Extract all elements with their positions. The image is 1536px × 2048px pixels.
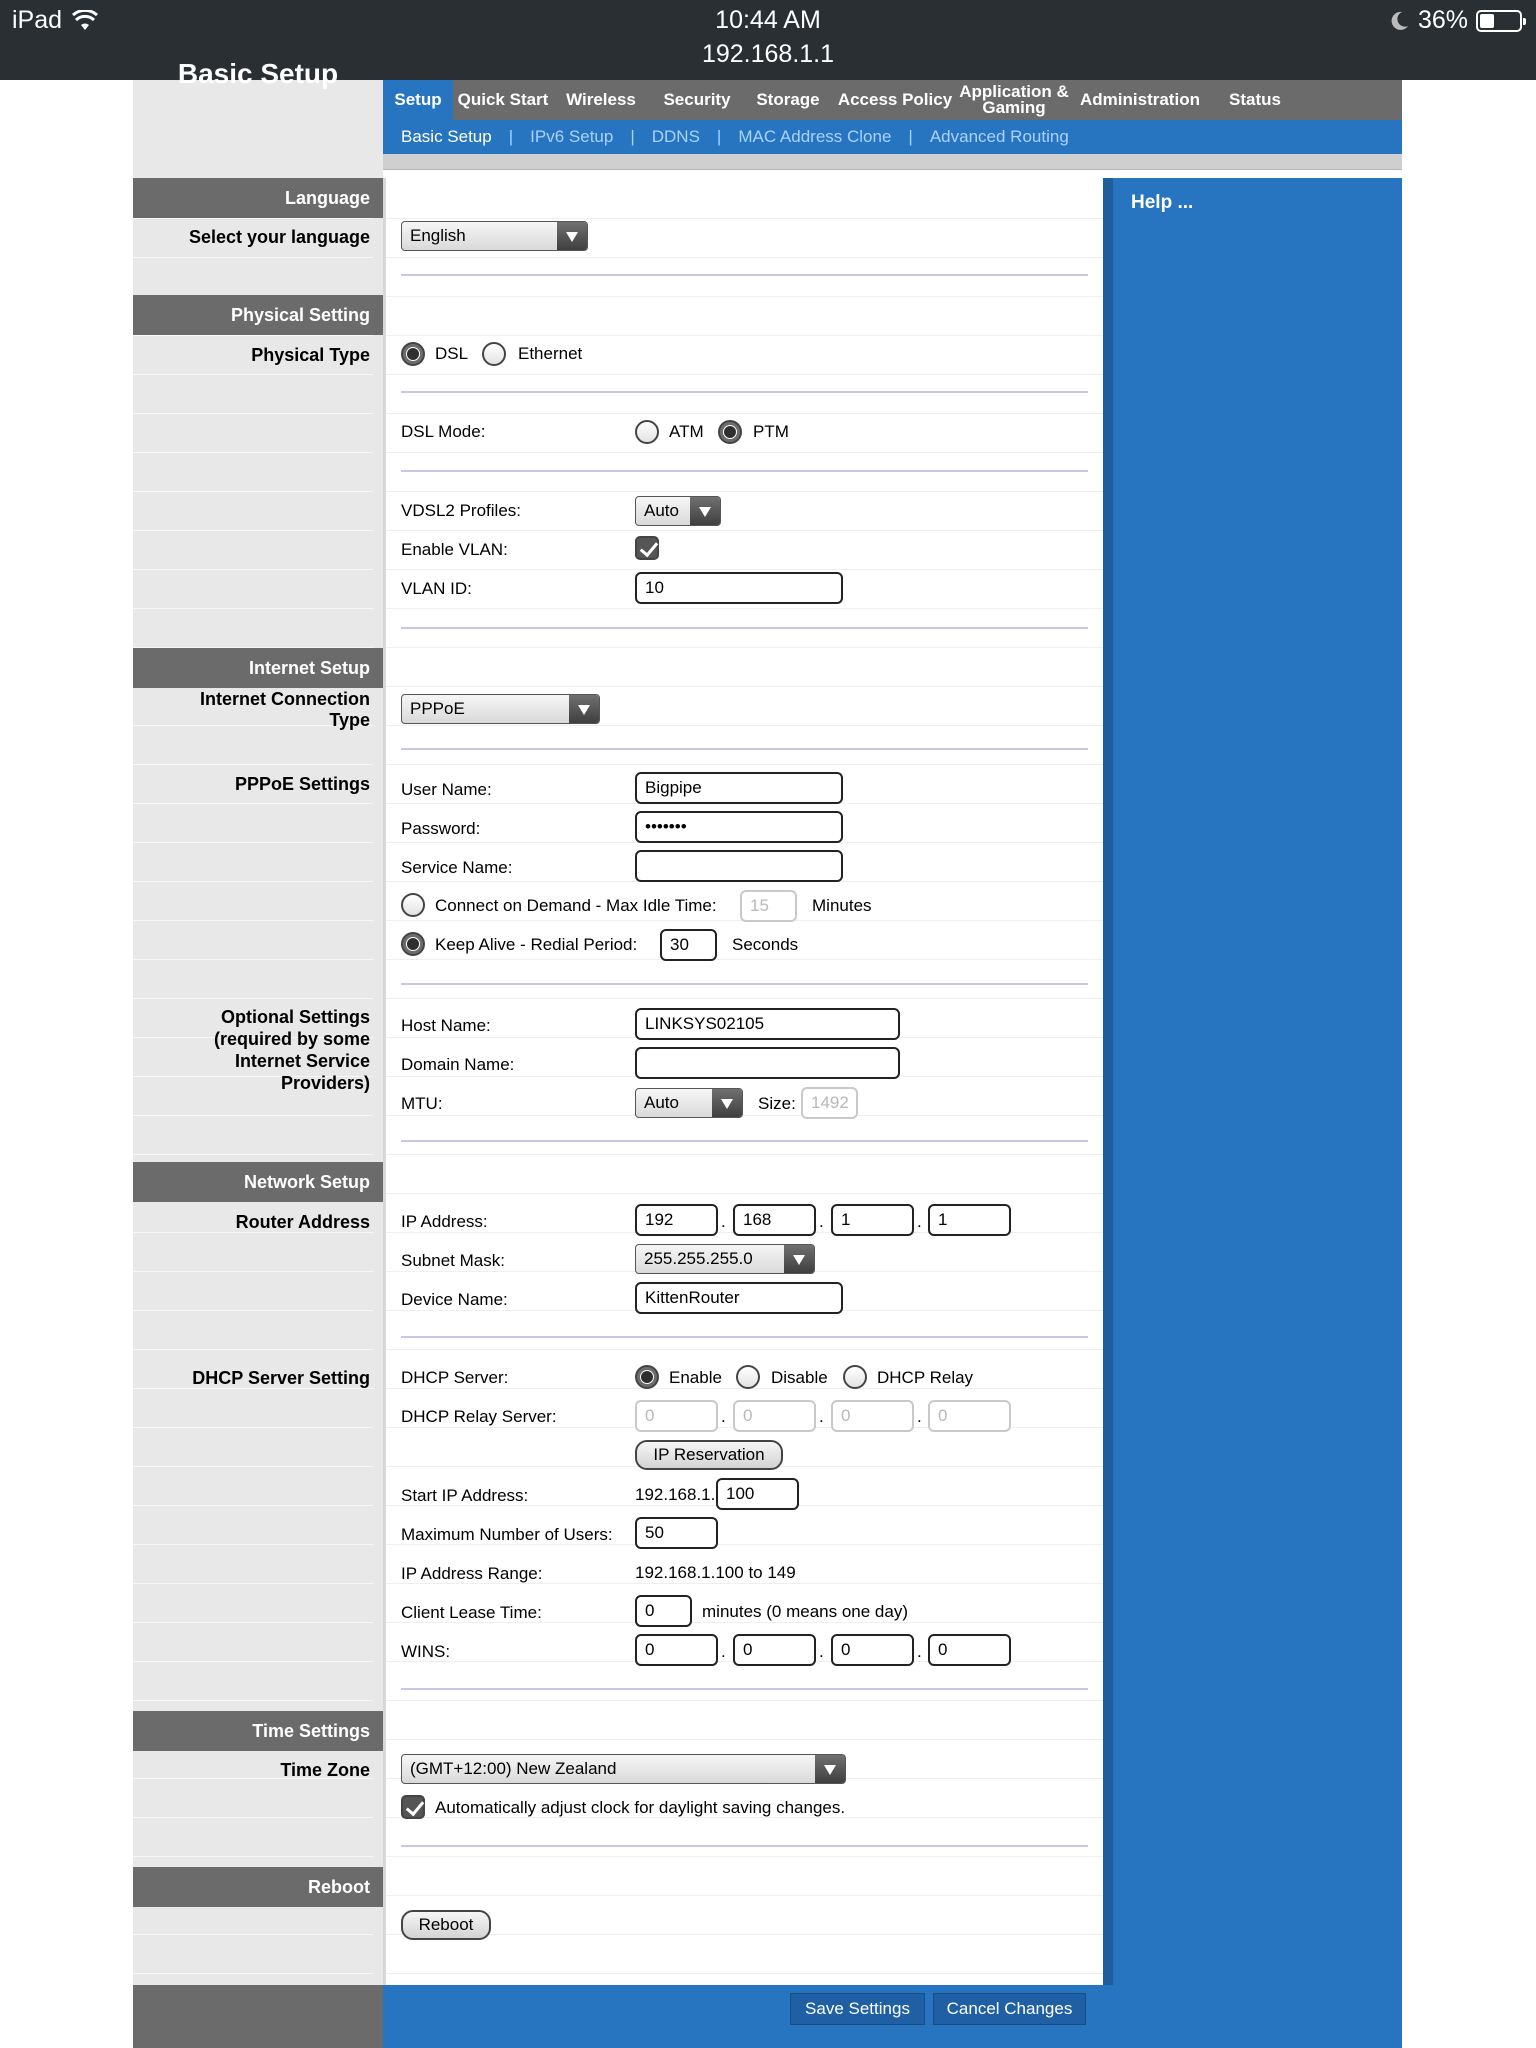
password-input[interactable]: •••••••: [635, 811, 843, 843]
host-name-label: Host Name:: [401, 1016, 491, 1035]
conn-type-label-1: Internet Connection: [200, 689, 370, 709]
radio-atm[interactable]: [635, 420, 659, 444]
radio-dsl[interactable]: [401, 342, 425, 366]
radio-connect-on-demand[interactable]: [401, 893, 425, 917]
optional-settings-line-3: Internet Service: [234, 1051, 370, 1071]
row-separator: [133, 842, 373, 843]
subnav-mac-clone[interactable]: MAC Address Clone: [738, 127, 892, 146]
vdsl-label: VDSL2 Profiles:: [401, 501, 521, 520]
subnet-value: 255.255.255.0: [644, 1249, 753, 1268]
chevron-down-icon: [557, 222, 587, 250]
help-link[interactable]: Help ...: [1131, 192, 1194, 213]
row-separator: [386, 647, 1103, 648]
sub-nav: [383, 120, 1402, 154]
row-separator: [133, 218, 373, 219]
ip-dot: .: [721, 1212, 726, 1231]
keep-alive-label: Keep Alive - Redial Period:: [435, 935, 638, 954]
row-separator: [386, 335, 1103, 336]
ethernet-label: Ethernet: [518, 344, 583, 363]
row-separator: [386, 530, 1103, 531]
row-separator: [386, 764, 1103, 765]
row-separator: [133, 257, 373, 258]
row-separator: [386, 413, 1103, 414]
row-separator: [133, 1466, 373, 1467]
vlan-id-input[interactable]: 10: [635, 572, 843, 604]
status-right: [1390, 6, 1522, 35]
username-input[interactable]: Bigpipe: [635, 772, 843, 804]
lease-time-note: minutes (0 means one day): [702, 1602, 908, 1621]
lease-time-label: Client Lease Time:: [401, 1603, 542, 1622]
tab-application-gaming[interactable]: Application & Gaming: [959, 82, 1069, 117]
row-separator: [386, 491, 1103, 492]
subnav-advanced-routing[interactable]: Advanced Routing: [929, 127, 1069, 146]
ip-octet-4[interactable]: 1: [928, 1204, 1011, 1236]
row-separator: [386, 1739, 1103, 1740]
battery-icon: [1476, 10, 1522, 32]
start-ip-prefix: 192.168.1.: [635, 1485, 716, 1504]
vdsl-value: Auto: [644, 501, 679, 520]
ip-range-label: IP Address Range:: [401, 1564, 543, 1583]
dhcp-enable-label: Enable: [669, 1368, 722, 1387]
chevron-down-icon: [569, 695, 599, 723]
wins-octet-4[interactable]: 0: [928, 1634, 1011, 1666]
row-separator: [386, 608, 1103, 609]
seconds-label: Seconds: [732, 935, 799, 954]
start-ip-input[interactable]: 100: [716, 1478, 799, 1510]
relay-octet-3[interactable]: 0: [831, 1400, 914, 1432]
radio-ptm[interactable]: [718, 420, 742, 444]
chevron-down-icon: [712, 1089, 742, 1117]
tab-security[interactable]: Security: [663, 90, 731, 109]
chevron-down-icon: [815, 1755, 845, 1783]
subnav-separator: |: [908, 127, 913, 146]
mtu-select[interactable]: [635, 1088, 743, 1118]
section-reboot: Reboot: [133, 1867, 383, 1907]
section-time: Time Settings: [133, 1711, 383, 1751]
atm-label: ATM: [669, 422, 704, 441]
row-separator: [386, 218, 1103, 219]
ip-octet-3[interactable]: 1: [831, 1204, 914, 1236]
row-separator: [386, 1154, 1103, 1155]
row-separator: [133, 1934, 373, 1935]
connect-on-demand-label: Connect on Demand - Max Idle Time:: [435, 896, 717, 915]
pppoe-settings-label: PPPoE Settings: [234, 774, 370, 794]
max-users-label: Maximum Number of Users:: [401, 1525, 613, 1544]
lease-time-input[interactable]: 0: [635, 1595, 692, 1627]
time-zone-label: Time Zone: [280, 1760, 370, 1780]
ip-dot: .: [819, 1642, 824, 1661]
ip-reservation-button[interactable]: IP Reservation: [635, 1440, 783, 1470]
row-separator: [386, 959, 1103, 960]
ip-address-label: IP Address:: [401, 1212, 488, 1231]
row-separator: [133, 803, 373, 804]
row-separator: [386, 257, 1103, 258]
subnav-separator: |: [630, 127, 635, 146]
physical-type-label: Physical Type: [251, 345, 370, 365]
device-name-label: Device Name:: [401, 1290, 508, 1309]
relay-server-label: DHCP Relay Server:: [401, 1407, 557, 1426]
radio-keep-alive[interactable]: [401, 932, 425, 956]
divider: [401, 391, 1088, 393]
page-title: Basic Setup: [177, 58, 339, 89]
service-name-label: Service Name:: [401, 858, 513, 877]
ip-dot: .: [721, 1642, 726, 1661]
ip-octet-2[interactable]: 168: [733, 1204, 816, 1236]
language-label: Select your language: [188, 227, 370, 247]
time-zone-select[interactable]: [401, 1754, 846, 1784]
domain-name-label: Domain Name:: [401, 1055, 515, 1074]
wins-octet-1[interactable]: 0: [635, 1634, 718, 1666]
help-panel: [1103, 178, 1402, 1985]
row-separator: [133, 1544, 373, 1545]
row-separator: [133, 413, 373, 414]
relay-octet-1[interactable]: 0: [635, 1400, 718, 1432]
redial-period-input[interactable]: 30: [660, 929, 717, 961]
subnav-basic-setup[interactable]: Basic Setup: [401, 127, 492, 146]
section-language: Language: [133, 178, 383, 218]
subnav-separator: |: [716, 127, 722, 146]
row-separator: [133, 1973, 373, 1974]
battery-percent: 36%: [1417, 6, 1468, 34]
vdsl-profile-select[interactable]: [635, 496, 721, 526]
divider: [401, 1688, 1088, 1690]
footer-left: [133, 1985, 383, 2048]
top-nav: [383, 80, 1402, 120]
save-settings-button[interactable]: Save Settings: [790, 1993, 925, 2025]
row-separator: [386, 374, 1103, 375]
row-separator: [133, 491, 373, 492]
address-bar[interactable]: 192.168.1.1: [701, 40, 835, 68]
cancel-changes-button[interactable]: Cancel Changes: [933, 1993, 1086, 2025]
relay-octet-4[interactable]: 0: [928, 1400, 1011, 1432]
row-separator: [133, 1856, 373, 1857]
row-separator: [386, 998, 1103, 999]
row-separator: [133, 1622, 373, 1623]
row-separator: [386, 1349, 1103, 1350]
start-ip-label: Start IP Address:: [401, 1486, 529, 1505]
row-separator: [133, 998, 373, 999]
mtu-size-label: Size:: [758, 1094, 796, 1113]
ip-octet-1[interactable]: 192: [635, 1204, 718, 1236]
clock: 10:44 AM: [715, 6, 821, 34]
router-address-label: Router Address: [235, 1212, 370, 1232]
divider: [401, 983, 1088, 985]
tab-quick-start[interactable]: Quick Start: [457, 90, 549, 109]
subnet-mask-select[interactable]: [635, 1244, 815, 1274]
mtu-value: Auto: [644, 1093, 679, 1112]
radio-ethernet[interactable]: [482, 342, 506, 366]
ptm-label: PTM: [753, 422, 789, 441]
username-label: User Name:: [401, 780, 492, 799]
row-separator: [133, 608, 373, 609]
password-label: Password:: [401, 819, 481, 838]
divider: [401, 1140, 1088, 1142]
section-physical: Physical Setting: [133, 295, 383, 335]
row-separator: [386, 1700, 1103, 1701]
connection-type-value: PPPoE: [410, 699, 465, 718]
row-separator: [386, 686, 1103, 687]
tab-setup[interactable]: Setup: [383, 80, 453, 120]
max-idle-input[interactable]: 15: [740, 890, 797, 922]
row-separator: [133, 1310, 373, 1311]
dst-label: Automatically adjust clock for daylight saving changes.: [435, 1798, 846, 1817]
row-separator: [386, 452, 1103, 453]
ip-range-value: 192.168.1.100 to 149: [635, 1563, 796, 1582]
section-internet: Internet Setup: [133, 648, 383, 688]
dsl-label: DSL: [435, 344, 469, 363]
max-users-input[interactable]: 50: [635, 1517, 718, 1549]
row-separator: [133, 530, 373, 531]
nav-strip: [383, 154, 1402, 170]
row-separator: [133, 1505, 373, 1506]
moon-icon: [1390, 10, 1410, 32]
mtu-size-input[interactable]: 1492: [801, 1087, 858, 1119]
row-separator: [386, 1115, 1103, 1116]
ip-dot: .: [819, 1407, 824, 1426]
service-name-input[interactable]: [635, 850, 843, 882]
minutes-label: Minutes: [812, 896, 872, 915]
row-separator: [133, 1115, 373, 1116]
row-separator: [133, 881, 373, 882]
mtu-label: MTU:: [401, 1094, 443, 1113]
subnav-ipv6-setup[interactable]: IPv6 Setup: [530, 127, 614, 146]
ip-dot: .: [917, 1212, 922, 1231]
dhcp-server-setting-label: DHCP Server Setting: [192, 1368, 370, 1388]
row-separator: [386, 725, 1103, 726]
tab-administration[interactable]: Administration: [1080, 90, 1200, 109]
ip-dot: .: [721, 1407, 726, 1426]
row-separator: [133, 959, 373, 960]
row-separator: [133, 1271, 373, 1272]
row-separator: [133, 1583, 373, 1584]
radio-dhcp-disable[interactable]: [736, 1365, 760, 1389]
row-separator: [133, 764, 373, 765]
ip-dot: .: [819, 1212, 824, 1231]
wins-label: WINS:: [401, 1642, 451, 1661]
language-value: English: [410, 226, 466, 245]
relay-octet-2[interactable]: 0: [733, 1400, 816, 1432]
row-separator: [386, 1973, 1103, 1974]
row-separator: [133, 335, 373, 336]
row-separator: [133, 1817, 373, 1818]
optional-settings-line-1: Optional Settings: [220, 1007, 370, 1027]
optional-settings-line-2: (required by some: [213, 1029, 370, 1049]
divider: [401, 1845, 1088, 1847]
row-separator: [386, 1193, 1103, 1194]
row-separator: [133, 569, 373, 570]
divider: [401, 627, 1088, 629]
radio-dhcp-relay[interactable]: [843, 1365, 867, 1389]
subnav-separator: |: [508, 127, 514, 146]
row-separator: [386, 1934, 1103, 1935]
optional-settings-line-4: Providers): [280, 1073, 370, 1093]
radio-dhcp-enable[interactable]: [635, 1365, 659, 1389]
device-name: iPad: [12, 6, 63, 34]
row-separator: [133, 1661, 373, 1662]
language-select[interactable]: [401, 221, 588, 251]
tab-status[interactable]: Status: [1229, 90, 1281, 109]
ip-dot: .: [917, 1642, 922, 1661]
enable-vlan-checkbox[interactable]: [635, 536, 659, 560]
conn-type-label-2: Type: [329, 710, 370, 730]
row-separator: [133, 1349, 373, 1350]
reboot-button[interactable]: Reboot: [401, 1910, 491, 1940]
dhcp-disable-label: Disable: [771, 1368, 828, 1387]
dsl-mode-label: DSL Mode:: [401, 422, 486, 441]
row-separator: [386, 1895, 1103, 1896]
wins-octet-2[interactable]: 0: [733, 1634, 816, 1666]
subnet-mask-label: Subnet Mask:: [401, 1251, 505, 1270]
tab-storage[interactable]: Storage: [756, 90, 820, 109]
row-separator: [133, 1427, 373, 1428]
row-separator: [386, 569, 1103, 570]
row-separator: [133, 452, 373, 453]
wins-octet-3[interactable]: 0: [831, 1634, 914, 1666]
vlan-id-label: VLAN ID:: [401, 579, 472, 598]
row-separator: [133, 374, 373, 375]
chevron-down-icon: [784, 1245, 814, 1273]
dhcp-relay-label: DHCP Relay: [877, 1368, 974, 1387]
section-network: Network Setup: [133, 1162, 383, 1202]
domain-name-input[interactable]: [635, 1047, 900, 1079]
connection-type-select[interactable]: [401, 694, 600, 724]
host-name-input[interactable]: LINKSYS02105: [635, 1008, 900, 1040]
row-separator: [133, 920, 373, 921]
subnav-ddns[interactable]: DDNS: [651, 127, 700, 146]
device-name-input[interactable]: KittenRouter: [635, 1282, 843, 1314]
content-area: [383, 178, 1103, 1985]
divider: [401, 1336, 1088, 1338]
row-separator: [386, 296, 1103, 297]
divider: [401, 748, 1088, 750]
enable-vlan-label: Enable VLAN:: [401, 540, 508, 559]
tab-access-policy[interactable]: Access Policy: [837, 90, 953, 109]
row-separator: [386, 1856, 1103, 1857]
tab-wireless[interactable]: Wireless: [566, 90, 636, 109]
dhcp-server-label: DHCP Server:: [401, 1368, 509, 1387]
time-zone-value: (GMT+12:00) New Zealand: [410, 1759, 617, 1778]
divider: [401, 274, 1088, 276]
row-separator: [133, 1700, 373, 1701]
dst-checkbox[interactable]: [401, 1795, 425, 1819]
chevron-down-icon: [690, 497, 720, 525]
ip-dot: .: [917, 1407, 922, 1426]
row-separator: [133, 1154, 373, 1155]
divider: [401, 470, 1088, 472]
